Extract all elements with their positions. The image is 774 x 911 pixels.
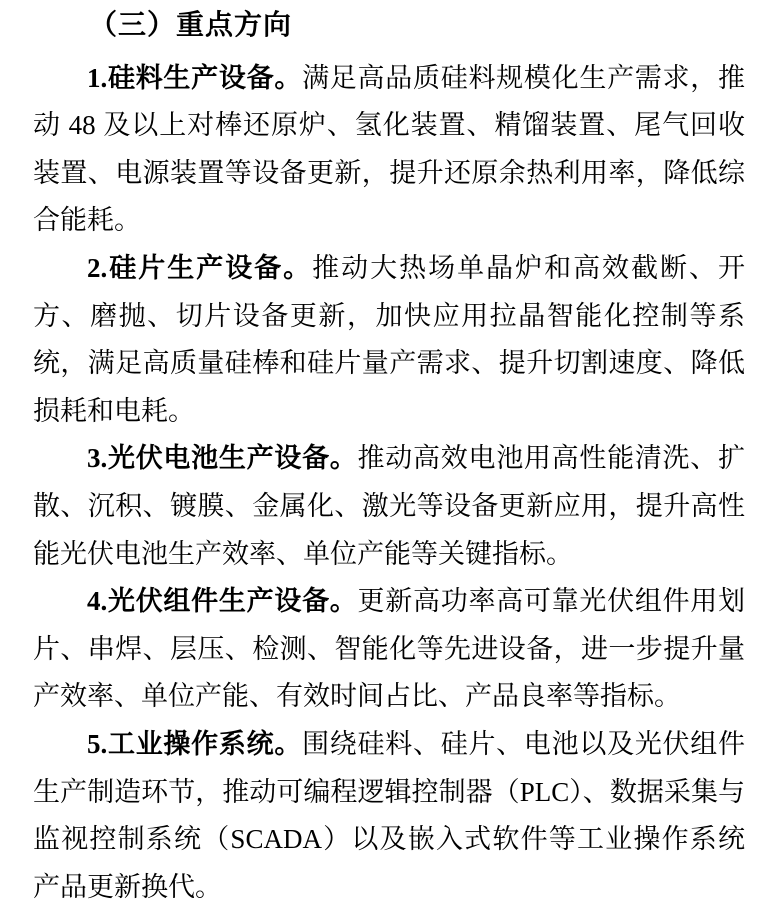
paragraph-lead: 3.光伏电池生产设备。: [87, 443, 358, 474]
paragraph-lead: 1.硅料生产设备。: [87, 62, 303, 93]
paragraph-lead: 5.工业操作系统。: [87, 728, 303, 759]
paragraph-lead: 4.光伏组件生产设备。: [87, 586, 358, 617]
paragraph-silicon-wafer: [33, 245, 745, 435]
paragraph-silicon-material: [33, 55, 745, 245]
paragraph-body: 更新高功率高可靠光伏组件用划片、串焊、层压、检测、智能化等先进设备，进一步提升量产效率、单位产能、有效时间占比、产品良率等指标。: [33, 586, 746, 712]
paragraph-body: 围绕硅料、硅片、电池以及光伏组件生产制造环节，推动可编程逻辑控制器（PLC）、数据采集与监视控制系统（SCADA）以及嵌入式软件等工业操作系统产品更新换代。: [33, 728, 746, 902]
paragraph-body: 满足高品质硅料规模化生产需求，推动 48 及以上对棒还原炉、氢化装置、精馏装置、尾气回收装置、电源装置等设备更新，提升还原余热利用率，降低综合能耗。: [33, 62, 746, 236]
paragraph-body: 推动大热场单晶炉和高效截断、开方、磨抛、切片设备更新，加快应用拉晶智能化控制等系统，满足高质量硅棒和硅片量产需求、提升切割速度、降低损耗和电耗。: [33, 252, 746, 426]
paragraph-pv-module: [33, 578, 745, 721]
paragraph-lead: 2.硅片生产设备。: [87, 252, 313, 283]
section-heading: （三）重点方向: [89, 10, 293, 41]
paragraph-industrial-os: [33, 721, 745, 911]
paragraph-body: 推动高效电池用高性能清洗、扩散、沉积、镀膜、金属化、激光等设备更新应用，提升高性能光伏电池生产效率、单位产能等关键指标。: [33, 443, 746, 569]
paragraph-pv-cell: [33, 435, 745, 578]
